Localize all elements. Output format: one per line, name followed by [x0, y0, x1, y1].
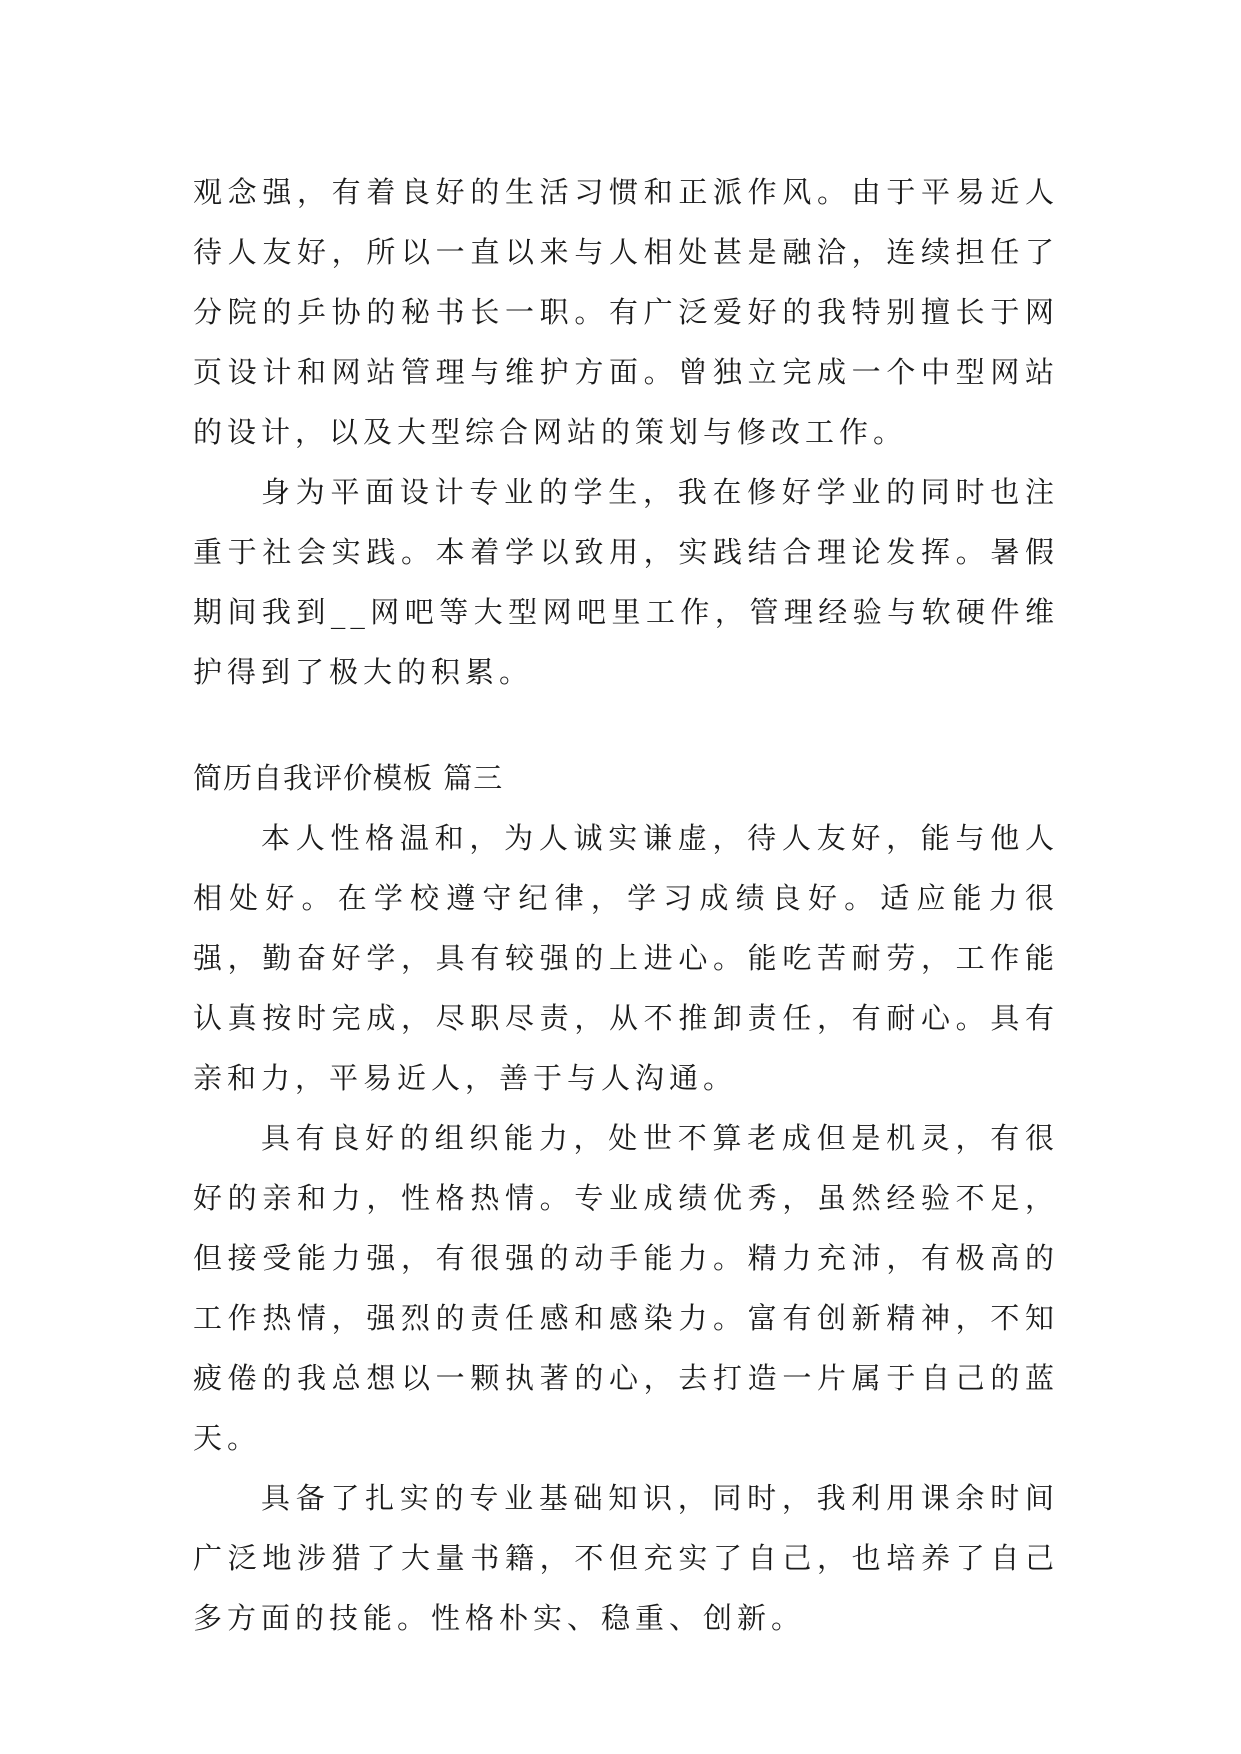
- document-body: [193, 162, 1059, 1648]
- paragraph-2: 身为平面设计专业的学生，我在修好学业的同时也注重于社会实践。本着学以致用，实践结合理论发挥。暑假期间我到__网吧等大型网吧里工作，管理经验与软硬件维护得到了极大的积累。: [193, 475, 1059, 689]
- section-spacer: [193, 702, 1059, 748]
- paragraph-4: 具有良好的组织能力，处世不算老成但是机灵，有很好的亲和力，性格热情。专业成绩优秀，虽然经验不足，但接受能力强，有很强的动手能力。精力充沛，有极高的工作热情，强烈的责任感和感染力。富有创新精神，不知疲倦的我总想以一颗执著的心，去打造一片属于自己的蓝天。: [193, 1121, 1059, 1455]
- paragraph-1: 观念强，有着良好的生活习惯和正派作风。由于平易近人待人友好，所以一直以来与人相处甚是融洽，连续担任了分院的乒协的秘书长一职。有广泛爱好的我特别擅长于网页设计和网站管理与维护方面。曾独立完成一个中型网站的设计，以及大型综合网站的策划与修改工作。: [193, 175, 1059, 449]
- section-heading: 简历自我评价模板 篇三: [193, 761, 504, 795]
- paragraph-5: 具备了扎实的专业基础知识，同时，我利用课余时间广泛地涉猎了大量书籍，不但充实了自己，也培养了自己多方面的技能。性格朴实、稳重、创新。: [193, 1481, 1059, 1635]
- paragraph-3: 本人性格温和，为人诚实谦虚，待人友好，能与他人相处好。在学校遵守纪律，学习成绩良好。适应能力很强，勤奋好学，具有较强的上进心。能吃苦耐劳，工作能认真按时完成，尽职尽责，从不推卸责任，有耐心。具有亲和力，平易近人，善于与人沟通。: [193, 821, 1059, 1095]
